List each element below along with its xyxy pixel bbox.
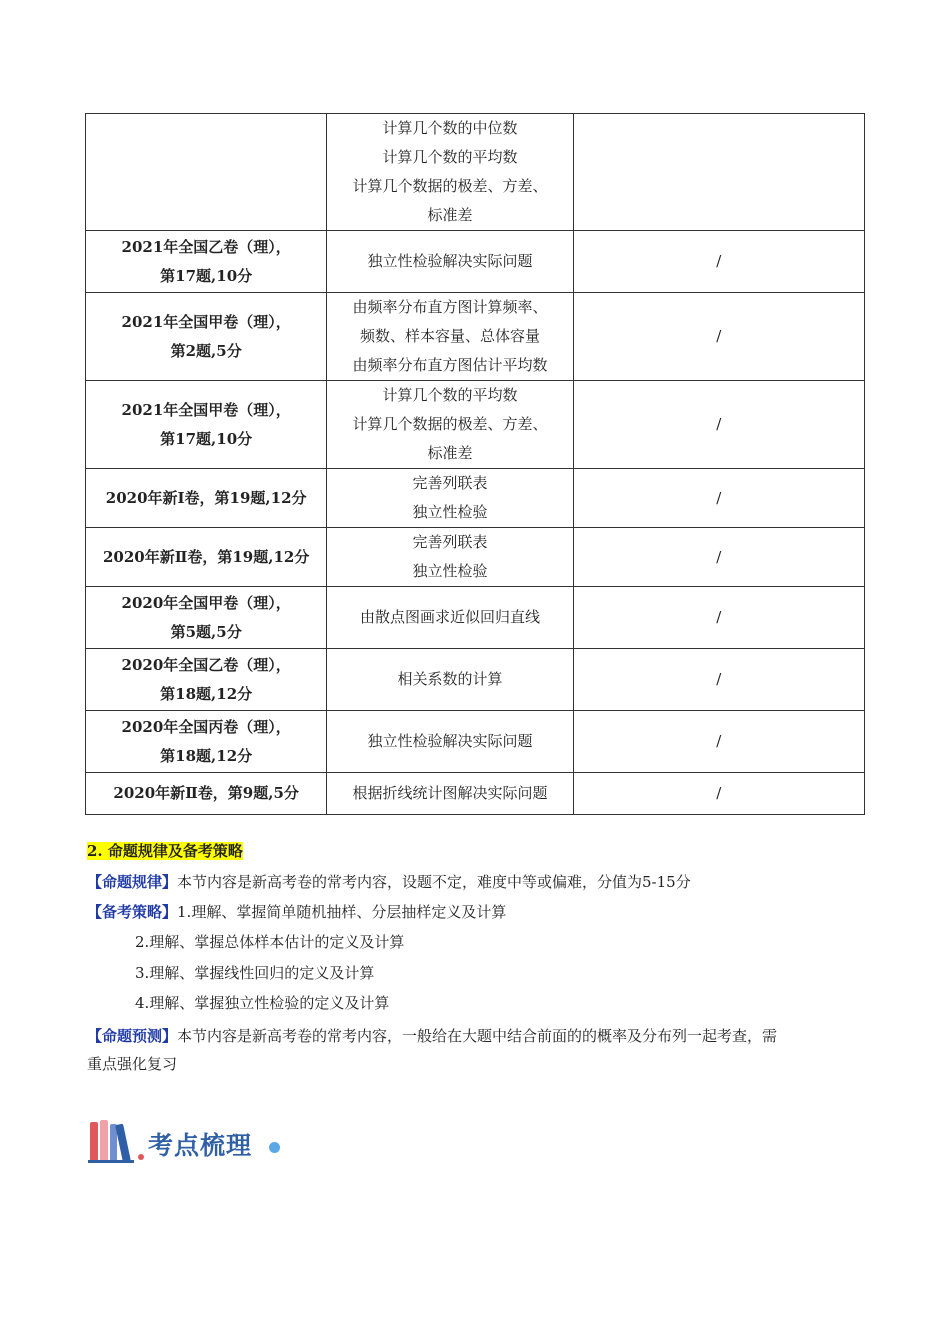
- table-row: [86, 114, 865, 231]
- source-cell: [86, 528, 327, 587]
- source-cell-line: 2021年全国甲卷（理），: [121, 400, 291, 419]
- source-cell-line: 2021年全国乙卷（理），: [121, 237, 291, 256]
- source-cell-line: 第17题,10分: [160, 429, 253, 448]
- predict-line: 【命题预测】本节内容是新高考卷的常考内容，一般给在大题中结合前面的的概率及分布列一起考查，需: [87, 1027, 778, 1045]
- points-cell-line: 由散点图画求近似回归直线: [359, 608, 540, 626]
- source-cell: [86, 469, 327, 528]
- source-cell-line: 2020年新I卷，第19题,12分: [105, 488, 307, 507]
- source-cell-line: 第18题,12分: [160, 746, 253, 765]
- strategy-item: 4.理解、掌握独立性检验的定义及计算: [135, 994, 390, 1012]
- points-cell-line: 独立性检验: [412, 562, 488, 580]
- table-row: [86, 649, 865, 711]
- source-cell: [86, 587, 327, 649]
- points-cell: [327, 469, 573, 528]
- points-cell-line: 标准差: [427, 444, 473, 462]
- table-row: [86, 587, 865, 649]
- points-cell-line: 根据折线统计图解决实际问题: [352, 784, 548, 802]
- note-cell: [573, 231, 864, 293]
- note-cell: [573, 649, 864, 711]
- strategy-line: 【备考策略】1.理解、掌握简单随机抽样、分层抽样定义及计算: [87, 903, 507, 921]
- predict-line-cont: 重点强化复习: [87, 1055, 178, 1073]
- note-cell: [573, 114, 864, 231]
- note-cell-line: /: [716, 608, 722, 626]
- source-cell: [86, 231, 327, 293]
- table-row: [86, 528, 865, 587]
- source-cell-line: 2020年全国甲卷（理），: [121, 593, 291, 612]
- source-cell: [86, 114, 327, 231]
- rule-line: 【命题规律】本节内容是新高考卷的常考内容，设题不定，难度中等或偏难，分值为5-15分: [87, 873, 691, 891]
- note-cell-line: /: [716, 784, 722, 802]
- note-cell: [573, 469, 864, 528]
- logo-dot-red: [138, 1154, 144, 1160]
- points-cell-line: 独立性检验解决实际问题: [367, 732, 533, 750]
- note-cell: [573, 293, 864, 381]
- points-cell-line: 频数、样本容量、总体容量: [359, 327, 540, 345]
- table-row: [86, 293, 865, 381]
- section-heading: 2. 命题规律及备考策略: [87, 842, 243, 860]
- note-cell-line: /: [716, 488, 722, 507]
- points-cell: [327, 381, 573, 469]
- logo-title: 考点梳理: [148, 1131, 253, 1160]
- points-cell: [327, 231, 573, 293]
- note-cell: [573, 587, 864, 649]
- points-cell-line: 由频率分布直方图估计平均数: [352, 356, 548, 374]
- source-cell-line: 2020年全国丙卷（理），: [121, 717, 291, 736]
- points-cell-line: 独立性检验解决实际问题: [367, 252, 533, 270]
- points-cell: [327, 773, 573, 815]
- note-cell-line: /: [716, 732, 722, 750]
- source-cell-line: 2020年新Ⅱ卷，第19题,12分: [102, 547, 310, 566]
- points-cell: [327, 293, 573, 381]
- note-cell-line: /: [716, 670, 722, 688]
- note-cell: [573, 381, 864, 469]
- points-cell-line: 计算几个数的平均数: [382, 386, 518, 404]
- points-cell: [327, 528, 573, 587]
- source-cell: [86, 773, 327, 815]
- points-cell-line: 计算几个数据的极差、方差、: [352, 177, 548, 195]
- points-cell-line: 计算几个数的中位数: [382, 119, 518, 137]
- points-cell: [327, 711, 573, 773]
- source-cell-line: 2020年新Ⅱ卷，第9题,5分: [113, 784, 299, 802]
- points-cell-line: 计算几个数据的极差、方差、: [352, 415, 548, 433]
- points-cell: [327, 587, 573, 649]
- points-cell-line: 完善列联表: [412, 474, 488, 492]
- source-cell: [86, 293, 327, 381]
- source-cell-line: 第5题,5分: [170, 622, 242, 641]
- note-cell: [573, 773, 864, 815]
- logo-dot-blue: [269, 1142, 280, 1153]
- points-cell: [327, 114, 573, 231]
- points-cell-line: 相关系数的计算: [397, 670, 503, 688]
- table-row: [86, 773, 865, 815]
- note-cell-line: /: [716, 327, 722, 345]
- note-cell: [573, 528, 864, 587]
- note-cell-line: /: [716, 415, 722, 433]
- source-cell-line: 2020年全国乙卷（理），: [121, 655, 291, 674]
- points-cell-line: 独立性检验: [412, 503, 488, 521]
- books-icon: [88, 1118, 136, 1164]
- source-cell: [86, 381, 327, 469]
- points-cell-line: 计算几个数的平均数: [382, 148, 518, 166]
- source-cell-line: 2021年全国甲卷（理），: [121, 312, 291, 331]
- source-cell: [86, 711, 327, 773]
- table-row: [86, 469, 865, 528]
- source-cell-line: 第2题,5分: [170, 341, 242, 360]
- strategy-item: 3.理解、掌握线性回归的定义及计算: [135, 964, 375, 982]
- points-cell-line: 完善列联表: [412, 533, 488, 551]
- table-row: [86, 231, 865, 293]
- table-row: [86, 711, 865, 773]
- note-cell-line: /: [716, 547, 722, 566]
- source-cell-line: 第18题,12分: [160, 684, 253, 703]
- points-cell: [327, 649, 573, 711]
- source-cell-line: 第17题,10分: [160, 266, 253, 285]
- points-cell-line: 标准差: [427, 206, 473, 224]
- strategy-item: 2.理解、掌握总体样本估计的定义及计算: [135, 933, 405, 951]
- note-cell-line: /: [716, 252, 722, 270]
- section-logo: [88, 1118, 288, 1166]
- table-row: [86, 381, 865, 469]
- source-cell: [86, 649, 327, 711]
- points-cell-line: 由频率分布直方图计算频率、: [352, 298, 548, 316]
- exam-table: [85, 113, 865, 815]
- note-cell: [573, 711, 864, 773]
